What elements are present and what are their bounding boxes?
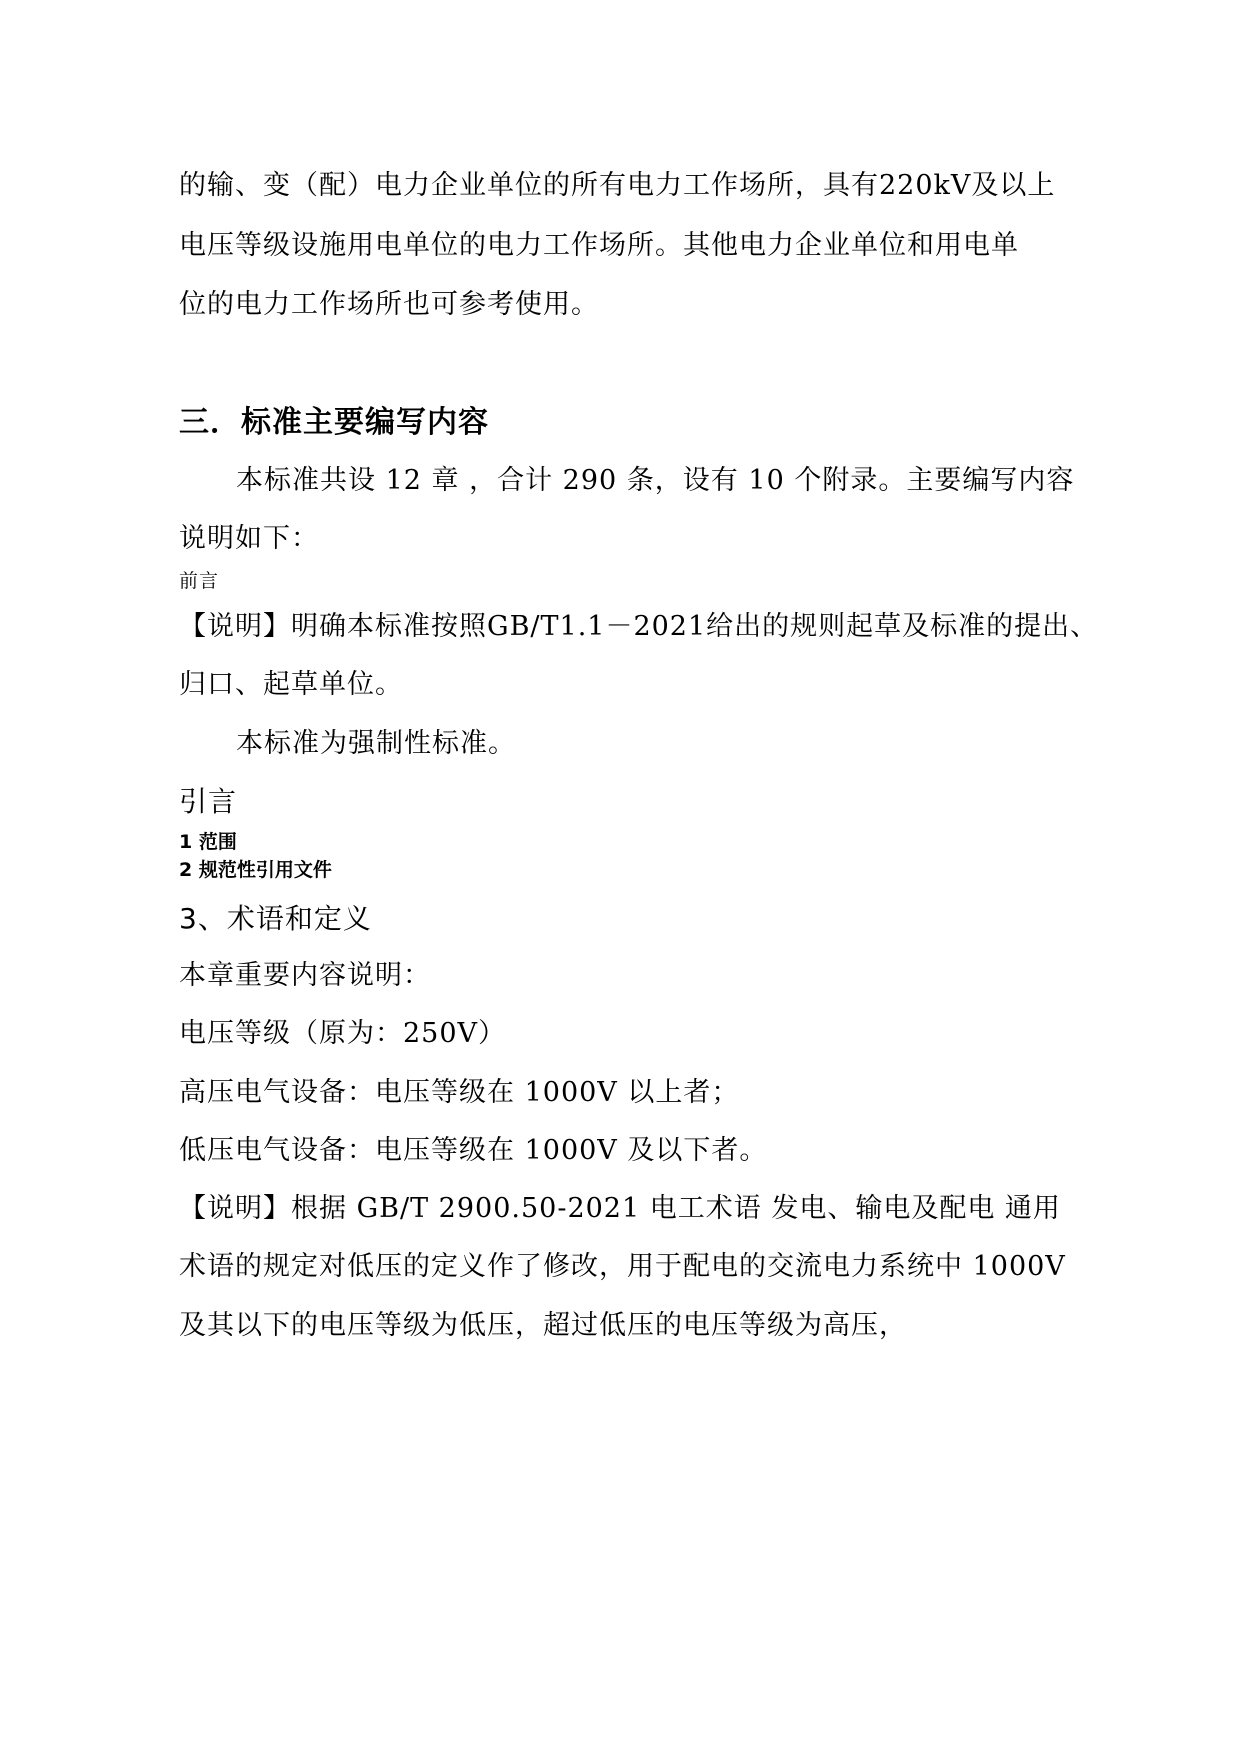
paragraph-line: 归口、起草单位。: [179, 669, 403, 700]
paragraph-line: 电压等级（原为：250V）: [179, 1018, 507, 1049]
chapter-heading: 2 规范性引用文件: [179, 859, 332, 881]
paragraph-line: 术语的规定对低压的定义作了修改，用于配电的交流电力系统中 1000V: [179, 1251, 1066, 1282]
paragraph-line: 【说明】明确本标准按照GB/T1.1－2021给出的规则起草及标准的提出、: [179, 611, 1099, 642]
paragraph-line: 本标准共设 12 章 ，合计 290 条，设有 10 个附录。主要编写内容: [236, 465, 1075, 496]
foreword-label: 前言: [179, 570, 220, 592]
chapter-heading: 3、术语和定义: [179, 902, 372, 935]
paragraph-line: 及其以下的电压等级为低压，超过低压的电压等级为高压，: [179, 1310, 907, 1341]
paragraph-line: 高压电气设备：电压等级在 1000V 以上者；: [179, 1077, 740, 1108]
paragraph-line: 低压电气设备：电压等级在 1000V 及以下者。: [179, 1135, 768, 1166]
paragraph-line: 电压等级设施用电单位的电力工作场所。其他电力企业单位和用电单: [179, 230, 1019, 261]
paragraph-line: 本章重要内容说明：: [179, 960, 431, 991]
introduction-heading: 引言: [179, 785, 238, 818]
paragraph-line: 说明如下：: [179, 523, 319, 554]
paragraph-line: 的输、变（配）电力企业单位的所有电力工作场所，具有220kV及以上: [179, 170, 1056, 201]
chapter-heading: 1 范围: [179, 831, 237, 853]
paragraph-line: 【说明】根据 GB/T 2900.50-2021 电工术语 发电、输电及配电 通用: [179, 1193, 1061, 1224]
paragraph-line: 位的电力工作场所也可参考使用。: [179, 289, 599, 320]
paragraph-line: 本标准为强制性标准。: [236, 728, 516, 759]
section-heading: 三．标准主要编写内容: [179, 405, 489, 440]
